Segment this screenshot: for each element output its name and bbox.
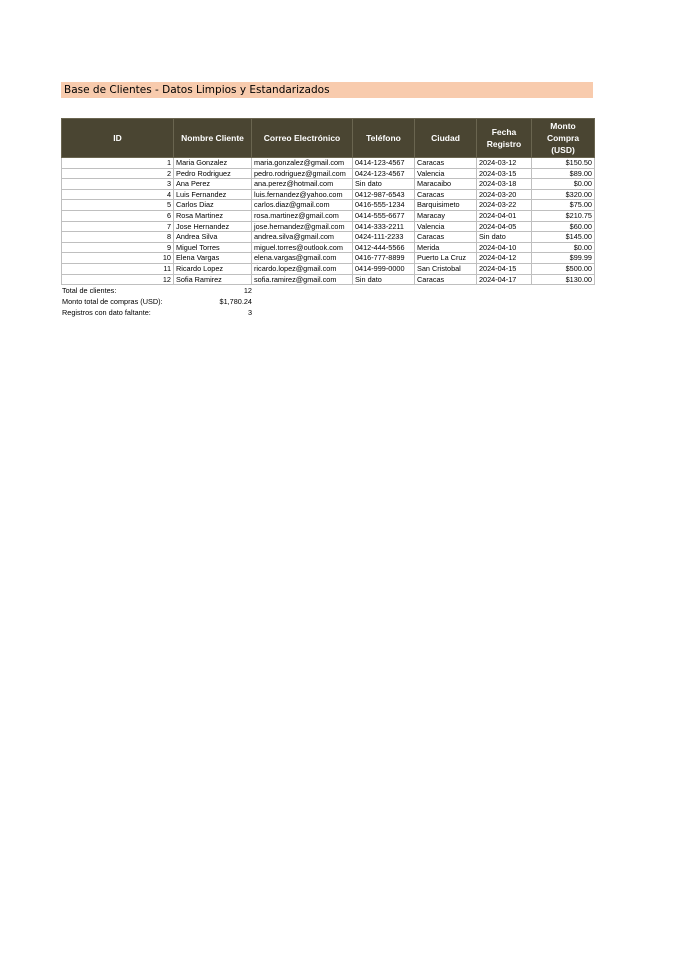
table-cell[interactable]: ana.perez@hotmail.com — [252, 179, 353, 190]
table-cell[interactable]: rosa.martinez@gmail.com — [252, 210, 353, 221]
table-cell[interactable]: $89.00 — [532, 168, 595, 179]
table-header-row — [62, 119, 595, 158]
table-cell[interactable]: 1 — [62, 158, 174, 169]
table-cell[interactable]: 2024-03-20 — [477, 189, 532, 200]
column-header[interactable]: Teléfono — [353, 119, 415, 158]
table-cell[interactable]: Merida — [415, 242, 477, 253]
table-cell[interactable]: jose.hernandez@gmail.com — [252, 221, 353, 232]
table-cell[interactable]: 2024-04-12 — [477, 253, 532, 264]
table-cell[interactable]: 0416-555-1234 — [353, 200, 415, 211]
table-row — [62, 189, 595, 200]
table-row — [62, 179, 595, 190]
table-cell[interactable]: $150.50 — [532, 158, 595, 169]
table-cell[interactable]: 2024-03-22 — [477, 200, 532, 211]
table-cell[interactable]: ricardo.lopez@gmail.com — [252, 263, 353, 274]
table-cell[interactable]: $60.00 — [532, 221, 595, 232]
table-cell[interactable]: Pedro Rodriguez — [174, 168, 252, 179]
table-cell[interactable]: $320.00 — [532, 189, 595, 200]
table-cell[interactable]: $130.00 — [532, 274, 595, 285]
table-row — [62, 274, 595, 285]
column-header[interactable]: Ciudad — [415, 119, 477, 158]
table-cell[interactable]: Ricardo Lopez — [174, 263, 252, 274]
table-cell[interactable]: Caracas — [415, 189, 477, 200]
table-row — [62, 168, 595, 179]
summary-value: $1,780.24 — [219, 297, 252, 306]
summary-block — [62, 285, 252, 318]
table-cell[interactable]: Rosa Martinez — [174, 210, 252, 221]
table-cell[interactable]: 2024-03-15 — [477, 168, 532, 179]
table-cell[interactable]: Sin dato — [353, 274, 415, 285]
table-cell[interactable]: $75.00 — [532, 200, 595, 211]
table-row — [62, 158, 595, 169]
table-cell[interactable]: carlos.diaz@gmail.com — [252, 200, 353, 211]
table-cell[interactable]: 6 — [62, 210, 174, 221]
summary-label: Total de clientes: — [62, 286, 117, 295]
column-header[interactable]: Nombre Cliente — [174, 119, 252, 158]
table-cell[interactable]: Miguel Torres — [174, 242, 252, 253]
table-cell[interactable]: maria.gonzalez@gmail.com — [252, 158, 353, 169]
table-cell[interactable]: 2024-04-05 — [477, 221, 532, 232]
table-cell[interactable]: elena.vargas@gmail.com — [252, 253, 353, 264]
table-cell[interactable]: 10 — [62, 253, 174, 264]
table-cell[interactable]: Andrea Silva — [174, 232, 252, 243]
table-cell[interactable]: 2024-04-01 — [477, 210, 532, 221]
table-row — [62, 210, 595, 221]
table-cell[interactable]: 2 — [62, 168, 174, 179]
summary-label: Registros con dato faltante: — [62, 308, 151, 317]
table-cell[interactable]: luis.fernandez@yahoo.com — [252, 189, 353, 200]
column-header[interactable]: Correo Electrónico — [252, 119, 353, 158]
table-cell[interactable]: 0414-999-0000 — [353, 263, 415, 274]
table-cell[interactable]: 0414-555-6677 — [353, 210, 415, 221]
clients-table — [61, 118, 595, 285]
table-cell[interactable]: Puerto La Cruz — [415, 253, 477, 264]
table-cell[interactable]: 0414-333-2211 — [353, 221, 415, 232]
table-cell[interactable]: 12 — [62, 274, 174, 285]
table-row — [62, 263, 595, 274]
table-cell[interactable]: 4 — [62, 189, 174, 200]
table-cell[interactable]: San Cristobal — [415, 263, 477, 274]
table-cell[interactable]: miguel.torres@outlook.com — [252, 242, 353, 253]
table-cell[interactable]: 0424-111-2233 — [353, 232, 415, 243]
table-cell[interactable]: 0414-123-4567 — [353, 158, 415, 169]
table-body — [62, 158, 595, 285]
table-cell[interactable]: sofia.ramirez@gmail.com — [252, 274, 353, 285]
table-cell[interactable]: 2024-04-10 — [477, 242, 532, 253]
column-header[interactable]: Monto Compra (USD) — [532, 119, 595, 158]
table-cell[interactable]: pedro.rodriguez@gmail.com — [252, 168, 353, 179]
table-cell[interactable]: Sofia Ramirez — [174, 274, 252, 285]
table-row — [62, 242, 595, 253]
table-cell[interactable]: 8 — [62, 232, 174, 243]
table-cell[interactable]: Maria Gonzalez — [174, 158, 252, 169]
table-cell[interactable]: 0416-777-8899 — [353, 253, 415, 264]
table-cell[interactable]: 2024-04-15 — [477, 263, 532, 274]
table-cell[interactable]: $0.00 — [532, 179, 595, 190]
table-cell[interactable]: $500.00 — [532, 263, 595, 274]
table-cell[interactable]: Ana Perez — [174, 179, 252, 190]
table-cell[interactable]: Caracas — [415, 274, 477, 285]
table-cell[interactable]: Jose Hernandez — [174, 221, 252, 232]
table-cell[interactable]: $0.00 — [532, 242, 595, 253]
table-cell[interactable]: 11 — [62, 263, 174, 274]
table-cell[interactable]: 9 — [62, 242, 174, 253]
table-cell[interactable]: $145.00 — [532, 232, 595, 243]
table-row — [62, 253, 595, 264]
table-cell[interactable]: Barquisimeto — [415, 200, 477, 211]
table-cell[interactable]: $99.99 — [532, 253, 595, 264]
table-cell[interactable]: 0424-123-4567 — [353, 168, 415, 179]
column-header[interactable]: ID — [62, 119, 174, 158]
summary-row — [62, 285, 252, 296]
column-header[interactable]: Fecha Registro — [477, 119, 532, 158]
table-cell[interactable]: Sin dato — [477, 232, 532, 243]
table-cell[interactable]: 2024-03-18 — [477, 179, 532, 190]
table-row — [62, 200, 595, 211]
summary-value: 3 — [247, 308, 252, 317]
table-cell[interactable]: 0412-444-5566 — [353, 242, 415, 253]
table-row — [62, 221, 595, 232]
table-cell[interactable]: 3 — [62, 179, 174, 190]
sheet-title: Base de Clientes - Datos Limpios y Estandarizados — [61, 82, 593, 98]
table-cell[interactable]: Elena Vargas — [174, 253, 252, 264]
table-cell[interactable]: Valencia — [415, 168, 477, 179]
summary-label: Monto total de compras (USD): — [62, 297, 163, 306]
table-cell[interactable]: 2024-03-12 — [477, 158, 532, 169]
table-cell[interactable]: Carlos Diaz — [174, 200, 252, 211]
summary-row — [62, 296, 252, 307]
summary-row — [62, 307, 252, 318]
summary-value: 12 — [243, 286, 252, 295]
table-cell[interactable]: andrea.silva@gmail.com — [252, 232, 353, 243]
table-cell[interactable]: Sin dato — [353, 179, 415, 190]
table-cell[interactable]: 0412-987-6543 — [353, 189, 415, 200]
table-cell[interactable]: 7 — [62, 221, 174, 232]
table-cell[interactable]: 5 — [62, 200, 174, 211]
table-cell[interactable]: Maracay — [415, 210, 477, 221]
table-cell[interactable]: Maracaibo — [415, 179, 477, 190]
table-cell[interactable]: Caracas — [415, 158, 477, 169]
table-cell[interactable]: Caracas — [415, 232, 477, 243]
table-row — [62, 232, 595, 243]
table-cell[interactable]: $210.75 — [532, 210, 595, 221]
table-cell[interactable]: 2024-04-17 — [477, 274, 532, 285]
table-cell[interactable]: Luis Fernandez — [174, 189, 252, 200]
table-cell[interactable]: Valencia — [415, 221, 477, 232]
